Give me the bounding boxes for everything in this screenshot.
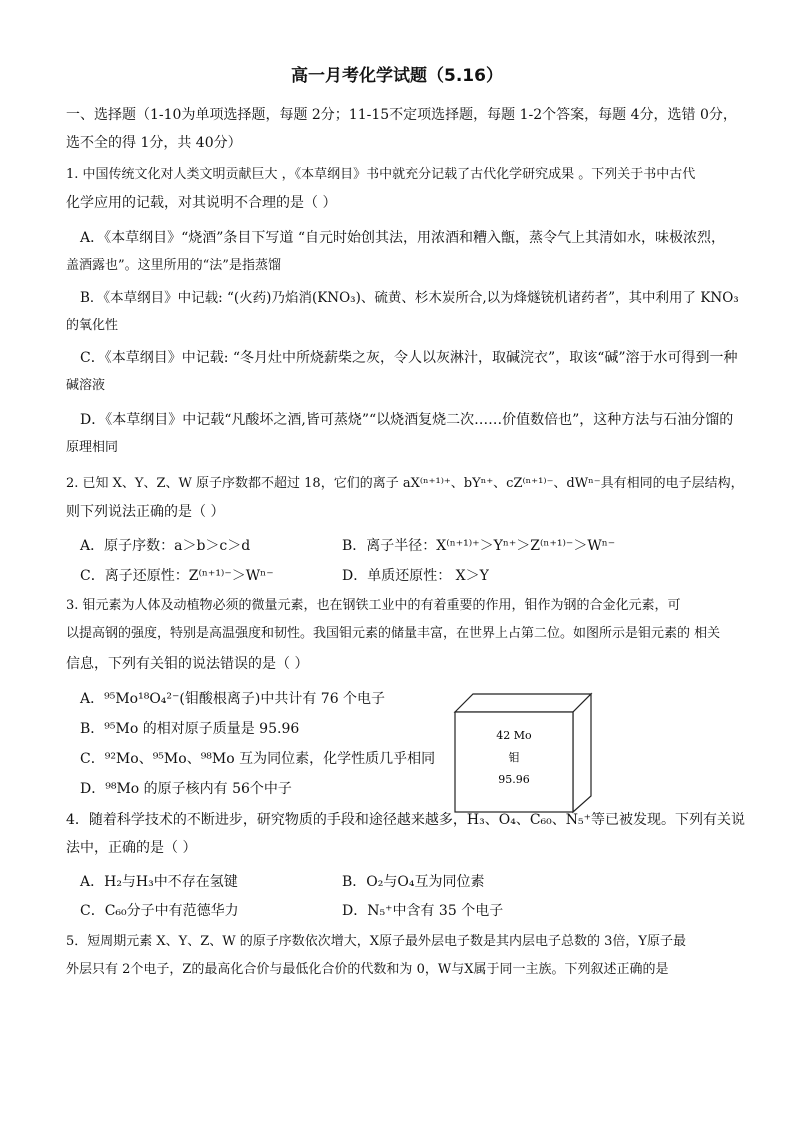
card-symbol-text: 42 Mo xyxy=(496,729,532,742)
q4-stem-line2: 法中，正确的是（ ） xyxy=(66,840,197,856)
q1-option-d-line2: 原理相同 xyxy=(66,440,119,455)
q3-option-b: B．⁹⁵Mo 的相对原子质量是 95.96 xyxy=(80,721,300,737)
q4-option-d: D．N₅⁺中含有 35 个电子 xyxy=(342,903,504,919)
q3-option-a: A．⁹⁵Mo¹⁸O₄²⁻(钼酸根离子)中共计有 76 个电子 xyxy=(80,691,386,707)
q2-option-c: C．离子还原性：Z⁽ⁿ⁺¹⁾⁻＞Wⁿ⁻ xyxy=(80,568,274,584)
molybdenum-element-card xyxy=(453,692,593,814)
q3-stem-line1: 3. 钼元素为人体及动植物必须的微量元素，也在钢铁工业中的有着重要的作用，钼作为钢的合金化元素，可 xyxy=(66,598,681,613)
q2-option-b: B．离子半径：X⁽ⁿ⁺¹⁾⁺＞Yⁿ⁺＞Z⁽ⁿ⁺¹⁾⁻＞Wⁿ⁻ xyxy=(342,538,616,554)
q1-option-d-line1: D．《本草纲目》中记载“凡酸坏之酒,皆可蒸烧”“以烧酒复烧二次……价值数倍也”，这种方法与石油分馏的 xyxy=(80,412,734,428)
page-title: 高一月考化学试题（5.16） xyxy=(291,66,503,86)
q2-option-d: D．单质还原性： X＞Y xyxy=(342,568,489,584)
q5-stem-line1: 5．短周期元素 X、Y、Z、W 的原子序数依次增大，X原子最外层电子数是其内层电子总数的 3倍，Y原子最 xyxy=(66,934,687,949)
q3-option-c: C．⁹²Mo、⁹⁵Mo、⁹⁸Mo 互为同位素，化学性质几乎相同 xyxy=(80,751,436,767)
card-mass-text: 95.96 xyxy=(498,773,530,786)
q1-stem-line1: 1. 中国传统文化对人类文明贡献巨大 ，《本草纲目》书中就充分记载了古代化学研究成果 。下列关于书中古代 xyxy=(66,167,696,182)
card-name-text: 钼 xyxy=(508,751,520,764)
q1-option-c-line1: C．《本草纲目》中记载: “冬月灶中所烧薪柴之灰，令人以灰淋汁，取碱浣衣”，取该“碱”溶于水可得到一种 xyxy=(80,350,738,366)
section-instructions-line2: 选不全的得 1分，共 40分） xyxy=(66,135,242,151)
q1-option-b-line1: B．《本草纲目》中记载: “(火药)乃焰消(KNO₃)、硫黄、杉木炭所合,以为烽燧铳机诸药者”，其中利用了 KNO₃ xyxy=(80,290,739,306)
q3-stem-line3: 信息，下列有关钼的说法错误的是（ ） xyxy=(66,656,309,672)
q1-option-a-line2: 盖酒露也”。这里所用的“法”是指蒸馏 xyxy=(66,258,281,273)
q2-stem-line1: 2. 已知 X、Y、Z、W 原子序数都不超过 18，它们的离子 aX⁽ⁿ⁺¹⁾⁺、bYⁿ⁺、cZ⁽ⁿ⁺¹⁾⁻、dWⁿ⁻具有相同的电子层结构， xyxy=(66,476,744,491)
q5-stem-line2: 外层只有 2个电子，Z的最高化合价与最低化合价的代数和为 0，W与X属于同一主族。下列叙述正确的是 xyxy=(66,962,669,977)
q1-stem-line2: 化学应用的记载，对其说明不合理的是（ ） xyxy=(66,195,337,211)
q3-stem-line2: 以提高钢的强度，特别是高温强度和韧性。我国钼元素的储量丰富，在世界上占第二位。如图所示是钼元素的 相关 xyxy=(66,626,721,641)
q4-option-a: A．H₂与H₃中不存在氢键 xyxy=(80,874,238,890)
section-instructions-line1: 一、选择题（1-10为单项选择题，每题 2分；11-15不定项选择题，每题 1-2个答案，每题 4分，选错 0分， xyxy=(66,107,737,123)
q2-stem-line2: 则下列说法正确的是（ ） xyxy=(66,504,225,520)
q1-option-b-line2: 的氧化性 xyxy=(66,318,119,333)
q3-option-d: D．⁹⁸Mo 的原子核内有 56个中子 xyxy=(80,781,292,797)
q4-option-b: B．O₂与O₄互为同位素 xyxy=(342,874,485,890)
q1-option-a-line1: A．《本草纲目》“烧酒”条目下写道 “自元时始创其法，用浓酒和糟入甑，蒸令气上其清如水，味极浓烈， xyxy=(80,230,726,246)
q2-option-a: A．原子序数：a＞b＞c＞d xyxy=(80,538,251,554)
q1-option-c-line2: 碱溶液 xyxy=(66,378,106,393)
q4-option-c: C．C₆₀分子中有范德华力 xyxy=(80,903,239,919)
q4-stem-line1: 4．随着科学技术的不断进步，研究物质的手段和途径越来越多，H₃、O₄、C₆₀、N₅⁺等已被发现。下列有关说 xyxy=(66,812,746,828)
